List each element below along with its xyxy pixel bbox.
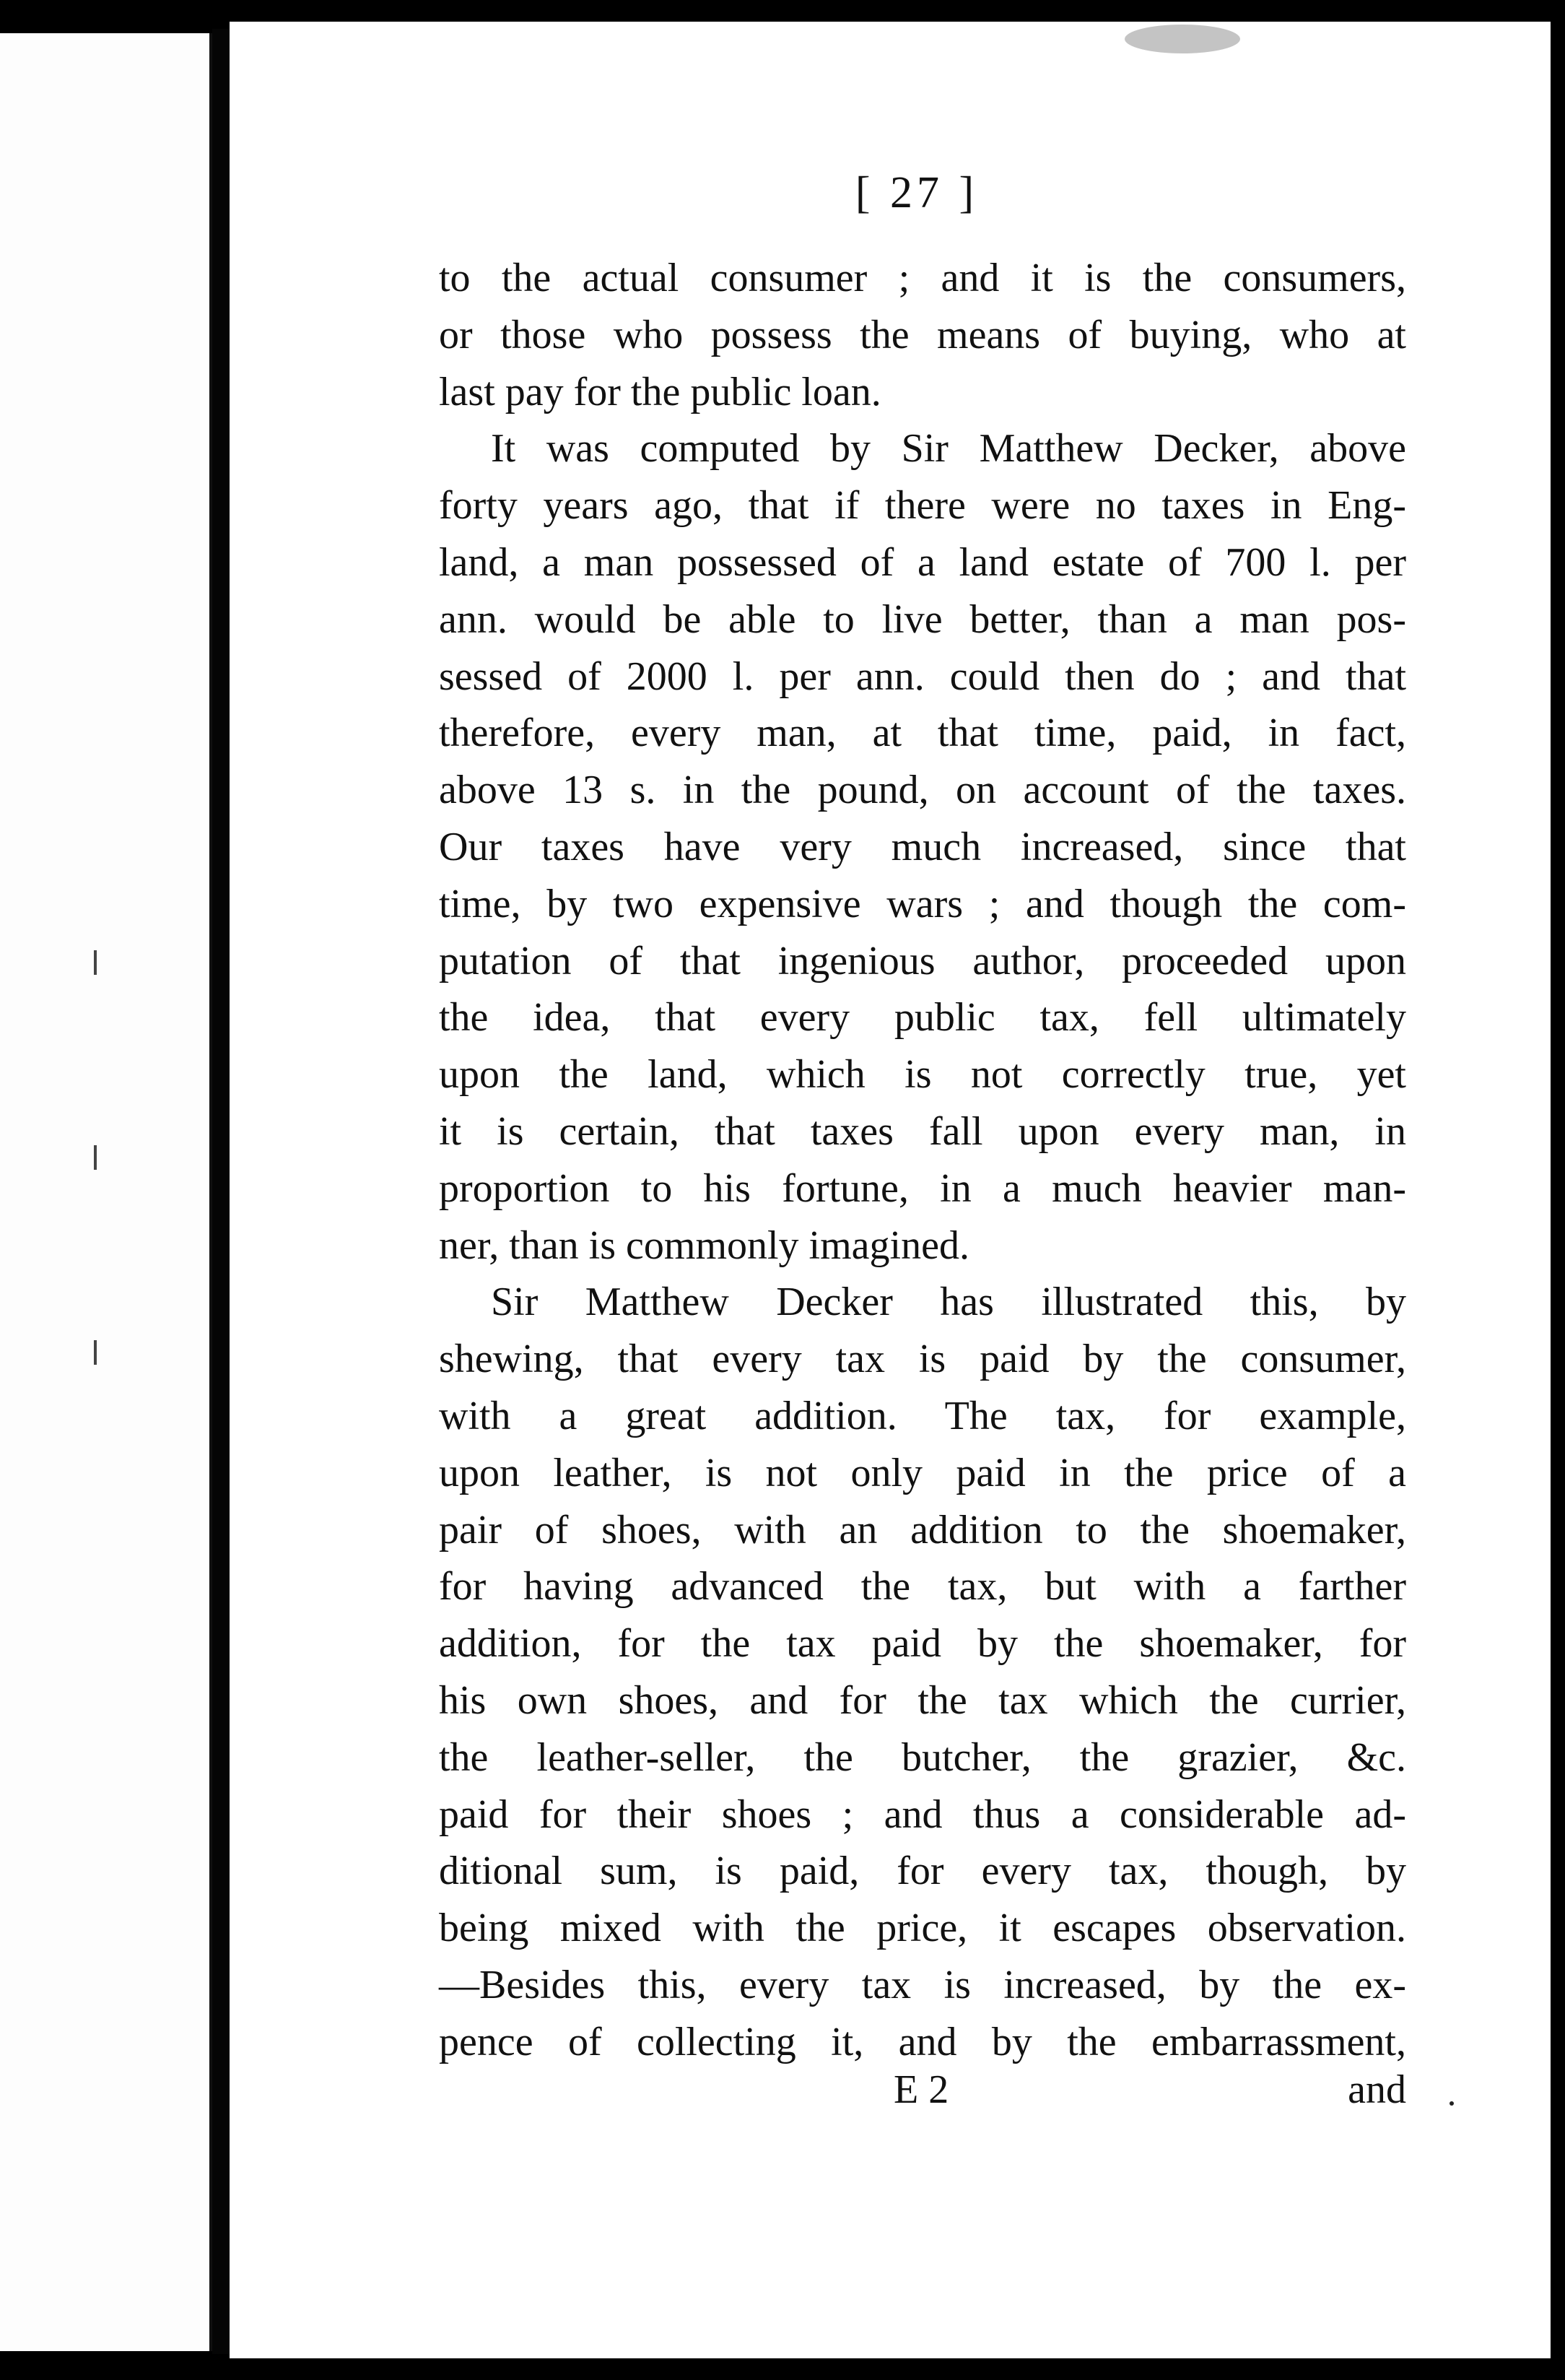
text-line: addition, for the tax paid by the shoemaker, for xyxy=(439,1621,1406,1667)
text-line: upon leather, is not only paid in the price of a xyxy=(439,1450,1406,1495)
catchword: and xyxy=(1348,2067,1406,2112)
text-line: for having advanced the tax, but with a farther xyxy=(439,1564,1406,1610)
text-line: his own shoes, and for the tax which the currier, xyxy=(439,1677,1406,1723)
text-line: with a great addition. The tax, for example, xyxy=(439,1393,1406,1438)
text-line: being mixed with the price, it escapes observation. xyxy=(439,1906,1406,1951)
page-number-header: [ 27 ] xyxy=(855,168,979,217)
text-line: pence of collecting it, and by the embarrassment, xyxy=(439,2019,1406,2064)
page-footer xyxy=(439,2067,1406,2124)
text-line: ann. would be able to live better, than a man pos- xyxy=(439,596,1406,642)
text-line: land, a man possessed of a land estate of 700 l. per xyxy=(439,539,1406,585)
text-line: to the actual consumer ; and it is the consumers, xyxy=(439,256,1406,300)
text-line: Sir Matthew Decker has illustrated this, by xyxy=(491,1280,1406,1325)
text-line: it is certain, that taxes fall upon every man, in xyxy=(439,1108,1406,1154)
text-line: ner, than is commonly imagined. xyxy=(439,1222,969,1268)
text-line: sessed of 2000 l. per ann. could then do ; and that xyxy=(439,653,1406,699)
text-line: therefore, every man, at that time, paid, in fact, xyxy=(439,711,1406,756)
signature-mark: E 2 xyxy=(894,2067,949,2112)
text-line: upon the land, which is not correctly true, yet xyxy=(439,1052,1406,1098)
page-damage-spot xyxy=(1125,25,1240,53)
text-line: time, by two expensive wars ; and though the com- xyxy=(439,881,1406,926)
text-line: or those who possess the means of buying, who at xyxy=(439,312,1406,357)
text-line: the idea, that every public tax, fell ultimately xyxy=(439,995,1406,1041)
body-text xyxy=(439,250,1406,2071)
text-line: forty years ago, that if there were no taxes in Eng- xyxy=(439,483,1406,529)
margin-mark xyxy=(94,1340,97,1365)
text-line: pair of shoes, with an addition to the shoemaker, xyxy=(439,1507,1406,1552)
ink-speck xyxy=(1450,2101,1454,2106)
text-line: proportion to his fortune, in a much heavier man- xyxy=(439,1165,1406,1211)
text-line: above 13 s. in the pound, on account of the taxes. xyxy=(439,768,1406,813)
book-gutter xyxy=(212,29,230,2354)
text-line: It was computed by Sir Matthew Decker, above xyxy=(491,426,1406,472)
text-line: —Besides this, every tax is increased, by the ex- xyxy=(439,1962,1406,2007)
text-line: putation of that ingenious author, proceeded upon xyxy=(439,938,1406,983)
text-line: the leather-seller, the butcher, the grazier, &c. xyxy=(439,1734,1406,1780)
text-line: last pay for the public loan. xyxy=(439,369,881,414)
text-line: ditional sum, is paid, for every tax, though, by xyxy=(439,1849,1406,1894)
facing-page-left xyxy=(0,33,212,2351)
text-line: Our taxes have very much increased, since that xyxy=(439,824,1406,869)
text-line: paid for their shoes ; and thus a considerable ad- xyxy=(439,1791,1406,1837)
margin-mark xyxy=(94,1145,97,1170)
text-line: shewing, that every tax is paid by the consumer, xyxy=(439,1337,1406,1382)
margin-mark xyxy=(94,950,97,975)
